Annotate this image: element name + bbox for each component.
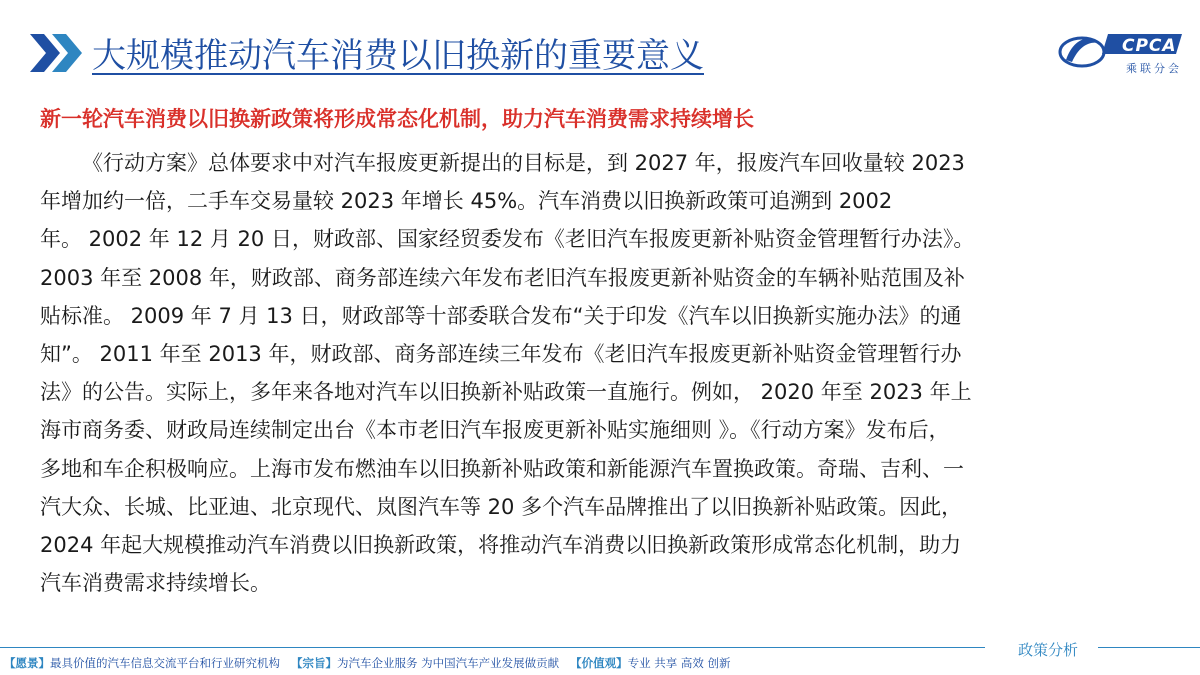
body-line: 年增加约一倍，二手车交易量较 2023 年增长 45%。汽车消费以旧换新政策可追溯到 2002 <box>40 189 893 214</box>
body-line: 汽大众、长城、比亚迪、北京现代、岚图汽车等 20 多个汽车品牌推出了以旧换新补贴政策。因此， <box>40 494 963 519</box>
footer-divider <box>0 647 985 648</box>
body-line: 海市商务委、财政局连续制定出台《本市老旧汽车报废更新补贴实施细则 》。《行动方案》发布后， <box>40 418 950 443</box>
logo-text: CPCA <box>1122 36 1177 56</box>
body-line: 法》的公告。实际上，多年来各地对汽车以旧换新补贴政策一直施行。例如， 2020 年至 2023 年上 <box>40 380 972 405</box>
logo-subtext: 乘联分会 <box>1126 62 1182 75</box>
footer-divider <box>1098 647 1200 648</box>
double-chevron-icon <box>30 34 86 72</box>
body-text <box>40 144 1150 602</box>
footer-values-label: 【价值观】 <box>570 656 628 670</box>
body-line: 多地和车企积极响应。上海市发布燃油车以旧换新补贴政策和新能源汽车置换政策。奇瑞、吉利、一 <box>40 456 964 481</box>
body-line: 2024 年起大规模推动汽车消费以旧换新政策，将推动汽车消费以旧换新政策形成常态化机制，助力 <box>40 533 962 558</box>
body-line: 贴标准。 2009 年 7 月 13 日，财政部等十部委联合发布“关于印发《汽车以旧换新实施办法》的通 <box>40 303 962 328</box>
subtitle: 新一轮汽车消费以旧换新政策将形成常态化机制，助力汽车消费需求持续增长 <box>40 107 754 131</box>
body-line: 汽车消费需求持续增长。 <box>40 571 271 596</box>
body-line: 知”。 2011 年至 2013 年，财政部、商务部连续三年发布《老旧汽车报废更新补贴资金管理暂行办 <box>40 342 962 367</box>
footer-values-text: 专业 共享 高效 创新 <box>627 656 731 670</box>
footer-purpose-text: 为汽车企业服务 为中国汽车产业发展做贡献 <box>336 656 560 670</box>
footer-section-tag: 政策分析 <box>1018 641 1079 659</box>
footer-vision-text: 最具价值的汽车信息交流平台和行业研究机构 <box>50 656 280 670</box>
body-line: 2003 年至 2008 年，财政部、商务部连续六年发布老旧汽车报废更新补贴资金的车辆补贴范围及补 <box>40 265 965 290</box>
page-title: 大规模推动汽车消费以旧换新的重要意义 <box>92 36 704 76</box>
body-line: 《行动方案》总体要求中对汽车报废更新提出的目标是，到 2027 年，报废汽车回收量较 2023 <box>82 151 965 175</box>
body-line: 年。 2002 年 12 月 20 日，财政部、国家经贸委发布《老旧汽车报废更新补贴资金管理暂行办法》。 <box>40 227 975 252</box>
footer-mission <box>4 655 731 671</box>
footer-vision-label: 【愿景】 <box>4 656 50 670</box>
footer-purpose-label: 【宗旨】 <box>290 656 337 670</box>
